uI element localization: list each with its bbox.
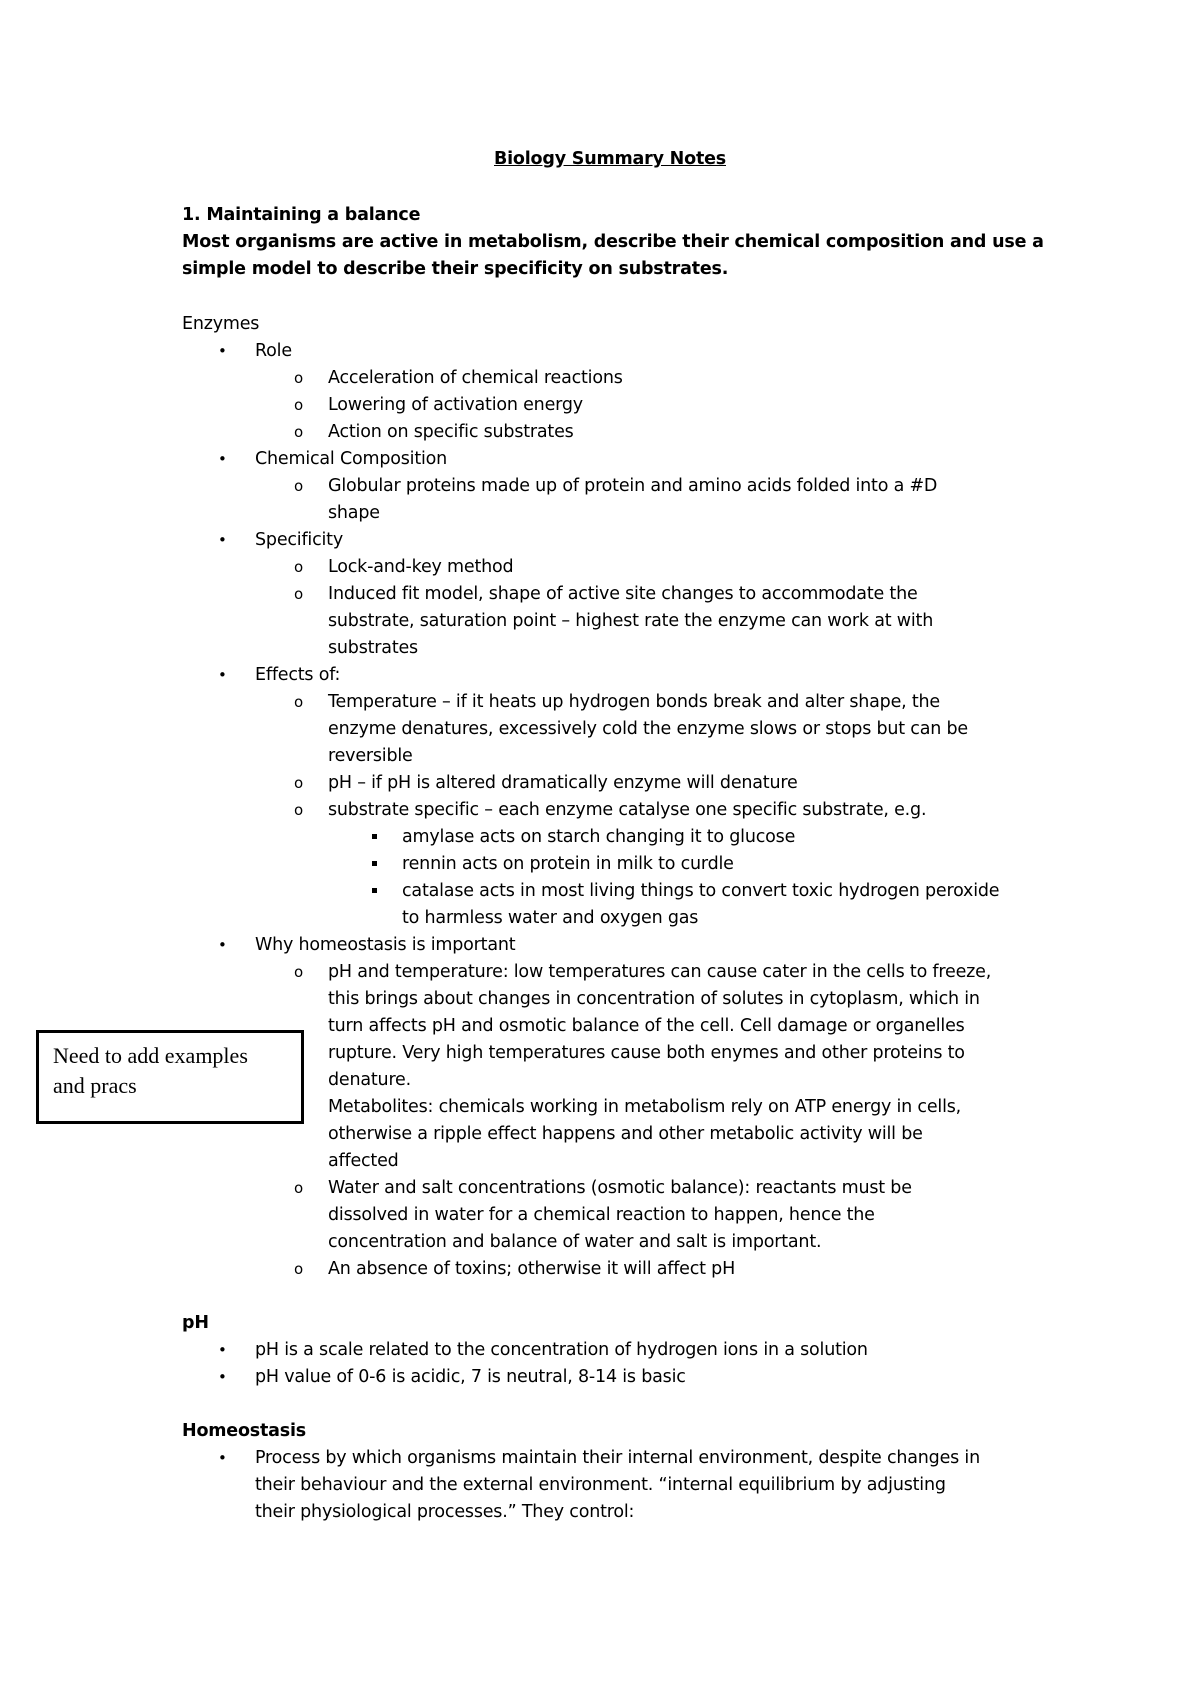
enzymes-heading: Enzymes — [182, 314, 260, 334]
list-item: Globular proteins made up of protein and amino acids folded into a #D — [328, 476, 938, 496]
square-bullet-icon — [372, 888, 377, 893]
sub-bullet-icon: o — [294, 1179, 304, 1197]
bullet-icon: • — [218, 1341, 227, 1359]
list-item: pH – if pH is altered dramatically enzyme will denature — [328, 773, 798, 793]
bullet-icon: • — [218, 450, 227, 468]
list-item-continuation: affected — [328, 1151, 399, 1171]
sub-bullet-icon: o — [294, 1260, 304, 1278]
list-item: pH and temperature: low temperatures can cause cater in the cells to freeze, — [328, 962, 992, 982]
comment-box — [36, 1030, 304, 1124]
bullet-icon: • — [218, 936, 227, 954]
list-item: amylase acts on starch changing it to glucose — [402, 827, 796, 847]
list-item-continuation: otherwise a ripple effect happens and other metabolic activity will be — [328, 1124, 923, 1144]
list-item: Metabolites: chemicals working in metabolism rely on ATP energy in cells, — [328, 1097, 962, 1117]
ph-heading: pH — [182, 1313, 209, 1333]
homeostasis-heading: Homeostasis — [182, 1421, 307, 1441]
list-item: pH value of 0-6 is acidic, 7 is neutral, 8-14 is basic — [255, 1367, 686, 1387]
list-item-continuation: concentration and balance of water and salt is important. — [328, 1232, 822, 1252]
list-item-continuation: their behaviour and the external environment. “internal equilibrium by adjusting — [255, 1475, 946, 1495]
list-item: rennin acts on protein in milk to curdle — [402, 854, 734, 874]
list-item: Why homeostasis is important — [255, 935, 516, 955]
list-item-continuation: denature. — [328, 1070, 411, 1090]
list-item-continuation: enzyme denatures, excessively cold the enzyme slows or stops but can be — [328, 719, 968, 739]
square-bullet-icon — [372, 861, 377, 866]
section-intro-line: Most organisms are active in metabolism, describe their chemical composition and use a — [182, 232, 1044, 252]
list-item-continuation: shape — [328, 503, 380, 523]
list-item: Temperature – if it heats up hydrogen bonds break and alter shape, the — [328, 692, 941, 712]
bullet-icon: • — [218, 342, 227, 360]
list-item-continuation: reversible — [328, 746, 413, 766]
comment-text: Need to add examples and pracs — [53, 1043, 248, 1098]
list-item: Lowering of activation energy — [328, 395, 583, 415]
bullet-icon: • — [218, 1449, 227, 1467]
list-item: Induced fit model, shape of active site changes to accommodate the — [328, 584, 918, 604]
list-item: Process by which organisms maintain their internal environment, despite changes in — [255, 1448, 980, 1468]
bullet-icon: • — [218, 1368, 227, 1386]
list-item: An absence of toxins; otherwise it will affect pH — [328, 1259, 736, 1279]
list-item: Acceleration of chemical reactions — [328, 368, 623, 388]
list-item-continuation: to harmless water and oxygen gas — [402, 908, 699, 928]
bullet-icon: • — [218, 531, 227, 549]
list-item: catalase acts in most living things to convert toxic hydrogen peroxide — [402, 881, 1000, 901]
sub-bullet-icon: o — [294, 801, 304, 819]
list-item-continuation: turn affects pH and osmotic balance of the cell. Cell damage or organelles — [328, 1016, 965, 1036]
list-item-continuation: their physiological processes.” They control: — [255, 1502, 635, 1522]
sub-bullet-icon: o — [294, 396, 304, 414]
list-item: Specificity — [255, 530, 343, 550]
section-heading: 1. Maintaining a balance — [182, 205, 421, 225]
section-intro-line: simple model to describe their specificity on substrates. — [182, 259, 729, 279]
list-item-continuation: dissolved in water for a chemical reaction to happen, hence the — [328, 1205, 875, 1225]
list-item: Action on specific substrates — [328, 422, 574, 442]
sub-bullet-icon: o — [294, 477, 304, 495]
sub-bullet-icon: o — [294, 423, 304, 441]
list-item-continuation: this brings about changes in concentration of solutes in cytoplasm, which in — [328, 989, 980, 1009]
list-item: Chemical Composition — [255, 449, 448, 469]
list-item: pH is a scale related to the concentration of hydrogen ions in a solution — [255, 1340, 868, 1360]
square-bullet-icon — [372, 834, 377, 839]
list-item-continuation: substrate, saturation point – highest rate the enzyme can work at with — [328, 611, 934, 631]
sub-bullet-icon: o — [294, 558, 304, 576]
list-item-continuation: rupture. Very high temperatures cause both enymes and other proteins to — [328, 1043, 965, 1063]
bullet-icon: • — [218, 666, 227, 684]
sub-bullet-icon: o — [294, 585, 304, 603]
list-item: substrate specific – each enzyme catalyse one specific substrate, e.g. — [328, 800, 927, 820]
list-item: Role — [255, 341, 292, 361]
list-item-continuation: substrates — [328, 638, 418, 658]
list-item: Effects of: — [255, 665, 341, 685]
sub-bullet-icon: o — [294, 369, 304, 387]
page-title: Biology Summary Notes — [494, 149, 726, 169]
list-item: Lock-and-key method — [328, 557, 514, 577]
sub-bullet-icon: o — [294, 963, 304, 981]
sub-bullet-icon: o — [294, 774, 304, 792]
sub-bullet-icon: o — [294, 693, 304, 711]
list-item: Water and salt concentrations (osmotic balance): reactants must be — [328, 1178, 912, 1198]
